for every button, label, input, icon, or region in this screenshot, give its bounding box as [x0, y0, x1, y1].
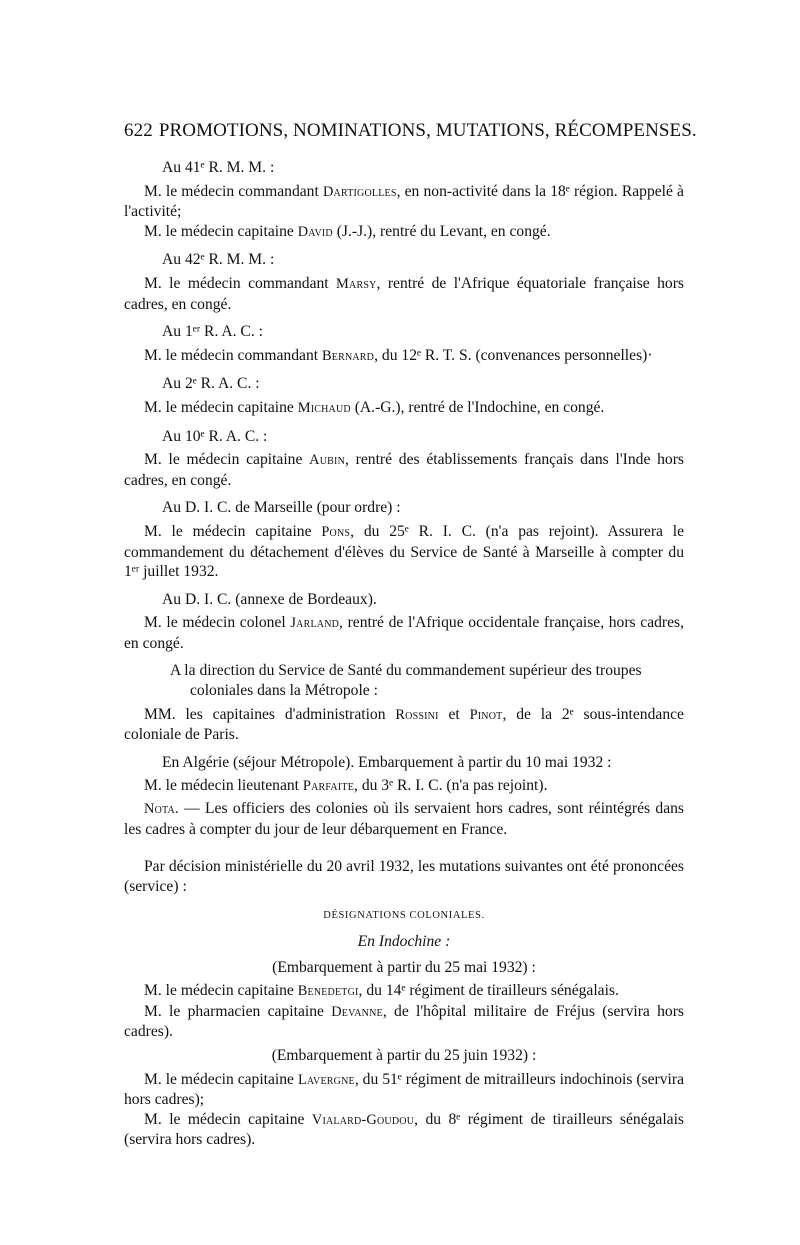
text-run: M. le médecin capitaine — [144, 982, 298, 1000]
person-name: Marsy — [336, 275, 377, 292]
text-run: M. le médecin lieutenant — [144, 777, 303, 795]
person-name: Aubin — [309, 452, 346, 469]
text-run: (A.-G.), rentré de l'Indochine, en congé. — [350, 398, 605, 416]
text-run: M. le médecin colonel — [144, 614, 291, 632]
embarkation-heading: (Embarquement à partir du 25 mai 1932) : — [272, 958, 536, 976]
text-run: M. le médecin capitaine — [144, 451, 310, 469]
text-run: , rentré des établissements français dans l'Inde hors cadres, en congé. — [124, 451, 684, 489]
entry-paragraph — [124, 398, 684, 419]
text-run: M. le médecin capitaine — [144, 1110, 312, 1128]
text-run: , du 12ᵉ R. T. S. (convenances personnelles)· — [374, 346, 653, 364]
text-run: M. le médecin commandant — [144, 182, 323, 200]
text-run: MM. les capitaines d'administration — [144, 705, 396, 723]
running-title: PROMOTIONS, NOMINATIONS, MUTATIONS, RÉCOMPENSES. — [158, 120, 697, 141]
text-run: M. le médecin capitaine — [144, 398, 298, 416]
person-name: Vialard-Goudou — [311, 1111, 415, 1128]
page-number: 622 — [124, 120, 153, 141]
text-run: , du 51ᵉ régiment de mitrailleurs indochinois (servira hors cadres); — [124, 1070, 684, 1109]
entry-paragraph — [124, 1070, 684, 1110]
entry-paragraph — [124, 981, 684, 1002]
person-name: Devanne — [331, 1003, 383, 1020]
person-name: Rossini — [395, 706, 439, 723]
entry-paragraph — [124, 705, 684, 745]
unit-heading: Au 41ᵉ R. M. M. : — [162, 159, 275, 176]
entry-paragraph — [124, 1110, 684, 1150]
text-run: et — [438, 705, 470, 723]
entry-paragraph — [124, 613, 684, 653]
page-header — [124, 120, 704, 142]
text-run: M. le médecin commandant — [144, 346, 322, 364]
text-run: M. le médecin commandant — [144, 274, 337, 292]
text-run: , du 25ᵉ R. I. C. (n'a pas rejoint). Assurera le commandement du détachement d'élèves du Service de Santé à Marseille à compter du 1ᵉʳ juillet 1932. — [124, 522, 684, 581]
embarkation-heading: (Embarquement à partir du 25 juin 1932) : — [271, 1046, 537, 1064]
entry-paragraph — [124, 274, 684, 314]
person-name: Parfaite — [302, 778, 355, 795]
text-run: , de l'hôpital militaire de Fréjus (servira hors cadres). — [124, 1002, 684, 1041]
unit-heading: Au 42ᵉ R. M. M. : — [162, 251, 275, 269]
person-name: Bernard — [321, 347, 375, 364]
note-paragraph — [124, 799, 684, 839]
person-name: Michaud — [297, 399, 351, 416]
text-run: , rentré de l'Afrique équatoriale française hors cadres, en congé. — [124, 274, 684, 313]
person-name: Benedetgi — [297, 983, 359, 1000]
text-run: , en non-activité dans la 18ᵉ région. Rappelé à l'activité; — [124, 182, 684, 221]
text-run: M. le pharmacien capitaine — [144, 1002, 332, 1020]
entry-paragraph — [124, 346, 684, 367]
unit-heading: Au 1ᵉʳ R. A. C. : — [162, 323, 263, 341]
person-name: Jarland — [290, 615, 340, 632]
text-run: M. le médecin capitaine — [144, 522, 322, 540]
text-run: M. le médecin capitaine — [144, 222, 298, 240]
entry-paragraph — [124, 1002, 684, 1042]
decision-paragraph: Par décision ministérielle du 20 avril 1932, les mutations suivantes ont été prononcées (service) : — [124, 858, 684, 895]
unit-heading: En Algérie (séjour Métropole). Embarquement à partir du 10 mai 1932 : — [162, 753, 612, 771]
entry-paragraph — [124, 222, 684, 243]
person-name: Lavergne — [297, 1071, 355, 1088]
unit-heading: Au D. I. C. (annexe de Bordeaux). — [162, 590, 377, 608]
text-run: , rentré de l'Afrique occidentale française, hors cadres, en congé. — [124, 614, 684, 652]
region-heading: En Indochine : — [357, 933, 451, 950]
person-name: Pinot — [469, 706, 503, 723]
entry-paragraph — [124, 776, 684, 797]
text-run: M. le médecin capitaine — [144, 1070, 298, 1088]
text-run: , de la 2ᵉ sous-intendance coloniale de Paris. — [124, 705, 684, 744]
unit-heading: Au 10ᵉ R. A. C. : — [162, 427, 268, 445]
text-run: (J.-J.), rentré du Levant, en congé. — [332, 222, 551, 240]
text-run: , du 3ᵉ R. I. C. (n'a pas rejoint). — [354, 777, 548, 795]
person-name: Pons — [321, 523, 351, 540]
unit-heading: A la direction du Service de Santé du commandement supérieur des troupes coloniales dans la Métropole : — [170, 662, 642, 700]
unit-heading: Au 2ᵉ R. A. C. : — [162, 375, 260, 393]
text-run: , du 8ᵉ régiment de tirailleurs sénégalais (servira hors cadres). — [124, 1110, 684, 1149]
person-name: David — [297, 223, 333, 240]
text-run: , du 14ᵉ régiment de tirailleurs sénégalais. — [358, 982, 619, 1000]
document-body — [124, 150, 684, 1150]
person-name: Dartigolles — [322, 183, 397, 200]
section-heading: DÉSIGNATIONS COLONIALES. — [323, 910, 485, 922]
person-name: Nota. — [144, 801, 179, 818]
entry-paragraph — [124, 522, 684, 582]
entry-paragraph — [124, 182, 684, 222]
entry-paragraph — [124, 450, 684, 490]
unit-heading: Au D. I. C. de Marseille (pour ordre) : — [162, 499, 401, 517]
text-run: — Les officiers des colonies où ils servaient hors cadres, sont réintégrés dans les cadres à compter du jour de leur débarquement en France. — [124, 800, 684, 838]
